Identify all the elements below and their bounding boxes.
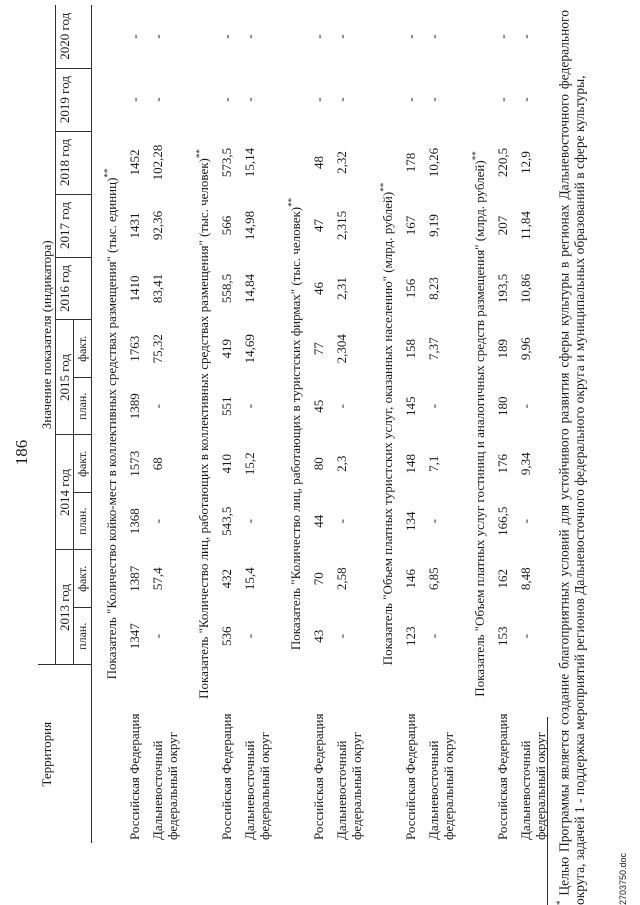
table-row bbox=[307, 5, 330, 843]
value-cell: 92,36 bbox=[150, 210, 165, 241]
value-cell: 146 bbox=[403, 569, 418, 589]
table-row bbox=[238, 5, 276, 843]
plan-header: план. bbox=[74, 378, 92, 436]
value-cell: 57,4 bbox=[150, 567, 165, 591]
value-cell: 1573 bbox=[127, 450, 142, 477]
value-cell: - bbox=[426, 97, 441, 102]
value-cell: 45 bbox=[311, 399, 326, 413]
value-cell: 193,5 bbox=[495, 273, 510, 304]
section-title-text: Показатель "Объем платных услуг гостиниц и аналогичных средств размещения" (млрд. рублей) bbox=[472, 160, 487, 697]
section-title bbox=[184, 5, 215, 843]
value-cell: - bbox=[495, 34, 510, 39]
value-cell: 15,4 bbox=[242, 567, 257, 591]
value-cell: 83,41 bbox=[150, 273, 165, 304]
value-cell: - bbox=[242, 634, 257, 639]
value-cell: 9,96 bbox=[518, 337, 533, 361]
value-cell: 44 bbox=[311, 514, 326, 528]
value-cell: 566 bbox=[219, 215, 234, 236]
footnote-text: Целью Программы является создание благоприятных условий для устойчивого развития сферы культуры в регионах Дальневосточного федерального округа, задачей 1 - поддержка мероприятий регионов Дальневосточного федерального округа и муниципальных образований в сфере культуры, bbox=[556, 9, 587, 905]
value-cell: 432 bbox=[219, 569, 234, 589]
value-cell: 48 bbox=[311, 156, 326, 170]
section-title bbox=[276, 5, 307, 843]
value-cell: - bbox=[426, 519, 441, 524]
value-cell: 12,9 bbox=[518, 151, 533, 174]
plan-header: план. bbox=[74, 493, 92, 551]
region-cell: Российская Федерация bbox=[403, 713, 418, 840]
table-row bbox=[422, 5, 460, 843]
table-row bbox=[146, 5, 184, 843]
territory-header: Территория bbox=[38, 665, 92, 843]
value-cell: 80 bbox=[311, 457, 326, 471]
value-cell: 7,1 bbox=[426, 455, 441, 472]
value-cell: - bbox=[242, 519, 257, 524]
footnote bbox=[553, 10, 587, 905]
section-title-row bbox=[368, 5, 399, 843]
value-cell: 1452 bbox=[127, 149, 142, 176]
value-cell: 1368 bbox=[127, 508, 142, 535]
section-title bbox=[92, 5, 124, 843]
value-cell: 6,85 bbox=[426, 567, 441, 591]
value-cell: 167 bbox=[403, 215, 418, 236]
value-cell: 220,5 bbox=[495, 147, 510, 178]
table-row bbox=[399, 5, 422, 843]
value-cell: - bbox=[518, 634, 533, 639]
value-cell: 410 bbox=[219, 454, 234, 474]
value-cell: 145 bbox=[403, 396, 418, 416]
section-title-row bbox=[460, 5, 491, 843]
indicator-value-header: Значение показателя (индикатора) bbox=[38, 5, 56, 665]
value-cell: 2,58 bbox=[334, 567, 349, 591]
value-cell: 77 bbox=[311, 342, 326, 356]
footnote-marker: ** bbox=[194, 149, 205, 159]
value-cell: 551 bbox=[219, 396, 234, 416]
region-cell: Российская Федерация bbox=[495, 713, 510, 840]
value-cell: - bbox=[334, 519, 349, 524]
value-cell: 1431 bbox=[127, 212, 142, 239]
value-cell: - bbox=[334, 634, 349, 639]
region-cell: Дальневосточный федеральный округ bbox=[518, 731, 548, 840]
value-cell: 2,32 bbox=[334, 151, 349, 174]
fact-header: факт. bbox=[74, 435, 92, 493]
value-cell: 8,23 bbox=[426, 277, 441, 300]
value-cell: 15,14 bbox=[242, 147, 257, 178]
value-cell: 47 bbox=[311, 219, 326, 233]
value-cell: - bbox=[426, 634, 441, 639]
value-cell: - bbox=[127, 97, 142, 102]
table-row bbox=[330, 5, 368, 843]
value-cell: 153 bbox=[495, 626, 510, 646]
value-cell: 9,34 bbox=[518, 452, 533, 476]
value-cell: - bbox=[311, 97, 326, 102]
value-cell: 2,31 bbox=[334, 277, 349, 300]
section-title-text: Показатель "Количество койко-мест в коллективных средствах размещения" (тыс. единиц) bbox=[104, 177, 119, 680]
value-cell: 14,84 bbox=[242, 273, 257, 304]
year-header: 2016 год bbox=[56, 257, 92, 320]
section-title-text: Показатель "Количество лиц, работающих в коллективных средствах размещения" (тыс. человек) bbox=[196, 158, 211, 699]
value-cell: 10,26 bbox=[426, 147, 441, 178]
value-cell: 2,3 bbox=[334, 455, 349, 472]
section-title-text: Показатель "Объем платных туристских услуг, оказанных населению" (млрд. рублей) bbox=[380, 191, 395, 666]
value-cell: 166,5 bbox=[495, 506, 510, 536]
value-cell: 123 bbox=[403, 626, 418, 646]
value-cell: 189 bbox=[495, 339, 510, 359]
value-cell: 148 bbox=[403, 454, 418, 474]
fact-header: факт. bbox=[74, 550, 92, 608]
region-cell: Дальневосточный федеральный округ bbox=[150, 731, 180, 840]
value-cell: - bbox=[311, 34, 326, 39]
value-cell: 68 bbox=[150, 457, 165, 471]
value-cell: 207 bbox=[495, 215, 510, 236]
value-cell: - bbox=[150, 97, 165, 102]
region-cell: Российская Федерация bbox=[311, 713, 326, 840]
value-cell: 43 bbox=[311, 629, 326, 643]
region-cell: Российская Федерация bbox=[219, 713, 234, 840]
value-cell: 1410 bbox=[127, 275, 142, 302]
region-cell: Дальневосточный федеральный округ bbox=[334, 731, 364, 840]
table-row bbox=[491, 5, 514, 843]
value-cell: - bbox=[150, 519, 165, 524]
value-cell: 573,5 bbox=[219, 147, 234, 178]
year-header: 2014 год bbox=[56, 435, 74, 550]
value-cell: - bbox=[242, 97, 257, 102]
value-cell: 419 bbox=[219, 339, 234, 359]
header-row-1 bbox=[38, 5, 56, 843]
value-cell: - bbox=[150, 634, 165, 639]
year-header: 2017 год bbox=[56, 194, 92, 257]
value-cell: - bbox=[242, 34, 257, 39]
footnote-marker: ** bbox=[286, 197, 297, 207]
value-cell: - bbox=[426, 34, 441, 39]
fact-header: факт. bbox=[74, 320, 92, 378]
value-cell: - bbox=[219, 34, 234, 39]
plan-header: план. bbox=[74, 608, 92, 666]
value-cell: 102,28 bbox=[150, 144, 165, 181]
value-cell: 1347 bbox=[127, 623, 142, 650]
section-title bbox=[368, 5, 399, 843]
value-cell: 8,48 bbox=[518, 567, 533, 591]
value-cell: 7,37 bbox=[426, 337, 441, 361]
value-cell: - bbox=[518, 404, 533, 409]
table-body bbox=[92, 5, 553, 843]
value-cell: - bbox=[403, 97, 418, 102]
value-cell: 10,86 bbox=[518, 273, 533, 304]
region-cell: Дальневосточный федеральный округ bbox=[426, 731, 456, 840]
value-cell: - bbox=[334, 34, 349, 39]
value-cell: - bbox=[518, 34, 533, 39]
table-row bbox=[215, 5, 238, 843]
value-cell: 543,5 bbox=[219, 506, 234, 536]
value-cell: - bbox=[518, 97, 533, 102]
value-cell: 70 bbox=[311, 572, 326, 586]
value-cell: - bbox=[127, 34, 142, 39]
value-cell: 1387 bbox=[127, 565, 142, 592]
value-cell: - bbox=[334, 97, 349, 102]
year-header: 2019 год bbox=[56, 68, 92, 131]
footnote-marker: ** bbox=[102, 168, 113, 178]
value-cell: 14,98 bbox=[242, 210, 257, 241]
value-cell: 75,32 bbox=[150, 334, 165, 364]
value-cell: 536 bbox=[219, 626, 234, 646]
table-row bbox=[123, 5, 146, 843]
value-cell: 9,19 bbox=[426, 214, 441, 237]
page-number: 186 bbox=[12, 439, 31, 466]
value-cell: - bbox=[426, 404, 441, 409]
value-cell: - bbox=[242, 404, 257, 409]
value-cell: 134 bbox=[403, 511, 418, 531]
value-cell: 180 bbox=[495, 396, 510, 416]
region-cell: Дальневосточный федеральный округ bbox=[242, 731, 272, 840]
value-cell: 15,2 bbox=[242, 452, 257, 476]
value-cell: 46 bbox=[311, 282, 326, 296]
footnote-marker: ** bbox=[378, 182, 389, 192]
value-cell: - bbox=[334, 404, 349, 409]
footnote-marker: * bbox=[555, 900, 565, 905]
indicator-table bbox=[38, 5, 552, 843]
value-cell: 158 bbox=[403, 339, 418, 359]
value-cell: 1763 bbox=[127, 335, 142, 362]
value-cell: - bbox=[403, 34, 418, 39]
section-title-text: Показатель "Количество лиц, работающих в туристских фирмах" (тыс. человек) bbox=[288, 206, 303, 651]
value-cell: - bbox=[495, 97, 510, 102]
footnote-rule bbox=[547, 717, 548, 905]
footnote-marker: ** bbox=[470, 151, 481, 161]
value-cell: 558,5 bbox=[219, 273, 234, 304]
value-cell: 14,69 bbox=[242, 334, 257, 364]
value-cell: - bbox=[518, 519, 533, 524]
year-header: 2015 год bbox=[56, 320, 74, 435]
value-cell: 176 bbox=[495, 454, 510, 474]
section-title bbox=[460, 5, 491, 843]
year-header: 2020 год bbox=[56, 5, 92, 68]
document-code: 2703750.doc bbox=[618, 852, 628, 905]
value-cell: 162 bbox=[495, 569, 510, 589]
value-cell: 2,315 bbox=[334, 210, 349, 241]
value-cell: 2,304 bbox=[334, 334, 349, 364]
value-cell: 156 bbox=[403, 278, 418, 299]
year-header: 2018 год bbox=[56, 131, 92, 194]
value-cell: - bbox=[219, 97, 234, 102]
section-title-row bbox=[184, 5, 215, 843]
section-title-row bbox=[276, 5, 307, 843]
region-cell: Российская Федерация bbox=[127, 713, 142, 840]
value-cell: - bbox=[150, 404, 165, 409]
year-header: 2013 год bbox=[56, 550, 74, 665]
value-cell: - bbox=[150, 34, 165, 39]
section-title-row bbox=[92, 5, 124, 843]
value-cell: 178 bbox=[403, 152, 418, 173]
value-cell: 1389 bbox=[127, 393, 142, 420]
value-cell: 11,84 bbox=[518, 211, 533, 240]
